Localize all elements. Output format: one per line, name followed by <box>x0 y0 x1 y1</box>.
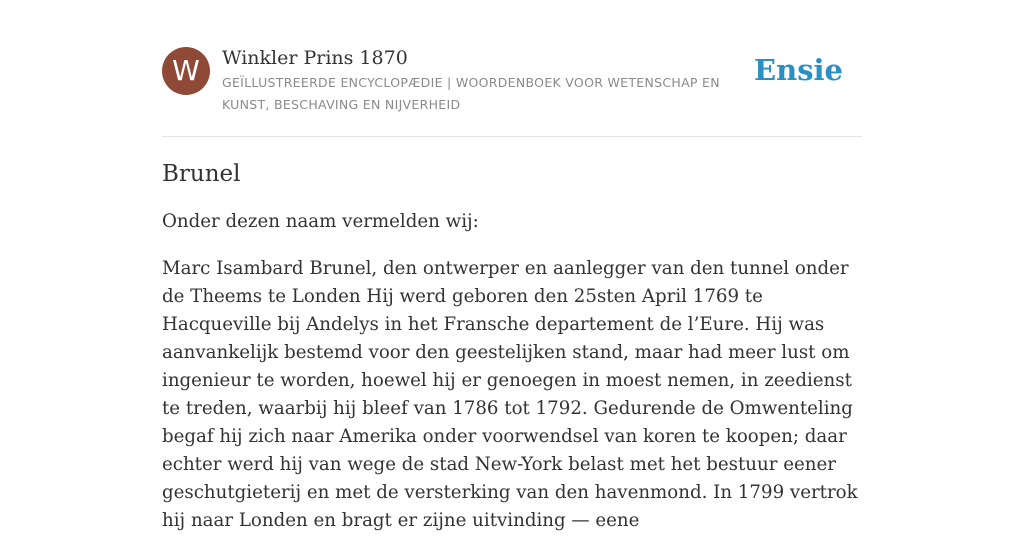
article-title: Brunel <box>162 161 241 187</box>
source-header <box>162 44 862 137</box>
source-subtitle: GEÏLLUSTREERDE ENCYCLOPÆDIE | WOORDENBOEK VOOR WETENSCHAP EN KUNST, BESCHAVING EN NIJVERHEID <box>222 75 720 112</box>
article-body: Marc Isambard Brunel, den ontwerper en aanlegger van den tunnel onder de Theems te Londen Hij werd geboren den 25sten April 1769 te Hacqueville bij Andelys in het Fransche departement de l’Eure. Hij was aanvankelijk bestemd voor den geestelijken stand, maar had meer lust om ingenieur te worden, hoewel hij er genoegen in moest nemen, in zeedienst te treden, waarbij hij bleef van 1786 tot 1792. Gedurende de Omwenteling begaf hij zich naar Amerika onder voorwendsel van koren te koopen; daar echter werd hij van wege de stad New-York belast met het bestuur eener geschutgieterij en met de versterking van den havenmond. In 1799 vertrok hij naar Londen en bragt er zijne uitvinding — eene <box>162 258 858 531</box>
source-avatar[interactable]: W <box>162 47 210 95</box>
article-intro: Onder dezen naam vermelden wij: <box>162 211 479 232</box>
brand-logo-link[interactable]: Ensie <box>754 53 843 87</box>
source-title[interactable]: Winkler Prins 1870 <box>222 47 408 69</box>
article <box>162 156 867 554</box>
